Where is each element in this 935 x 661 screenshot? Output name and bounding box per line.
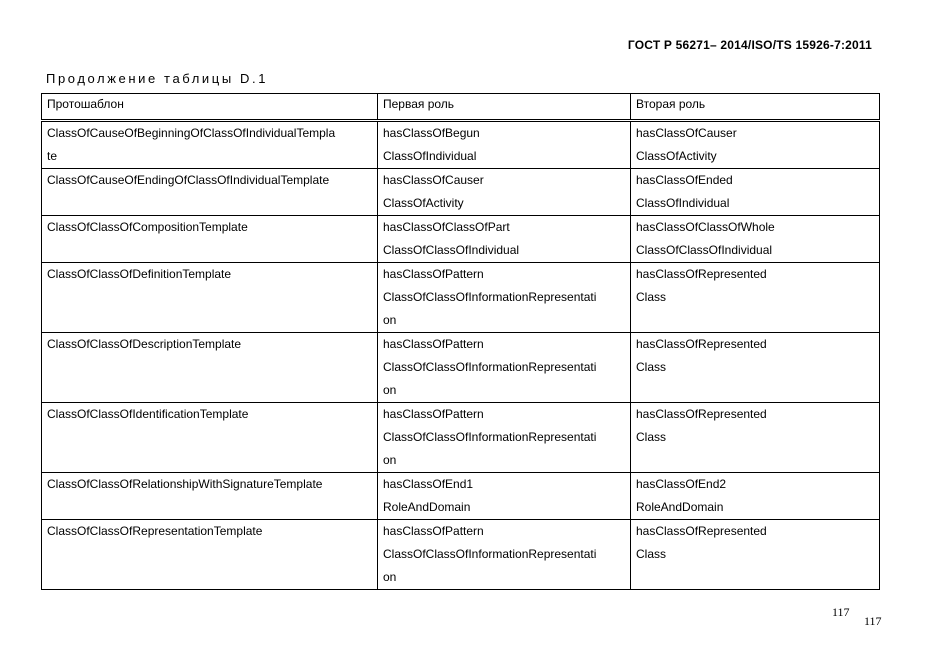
second-role-cell [631,473,880,520]
first-role-cell [378,169,631,216]
column-header-first-role: Первая роль [378,94,631,121]
column-header-second-role: Вторая роль [631,94,880,121]
cell-text-line: ClassOfClassOfRepresentationTemplate [47,524,263,538]
cell-text-line: ClassOfClassOfIndividual [636,243,773,257]
template-cell [42,121,378,169]
cell-text-line: ClassOfClassOfInformationRepresentati [383,360,597,374]
cell-text-line: RoleAndDomain [383,500,471,514]
second-role-cell [631,121,880,169]
template-cell [42,333,378,403]
cell-text-line: ClassOfClassOfIndividual [383,243,520,257]
first-role-cell [378,473,631,520]
cell-text-line: hasClassOfEnded [636,173,733,187]
template-cell [42,473,378,520]
cell-text-line: Class [636,290,667,304]
cell-text-line: on [383,383,397,397]
first-role-cell [378,403,631,473]
second-role-cell [631,216,880,263]
table-row [42,263,880,333]
cell-text-line: RoleAndDomain [636,500,724,514]
cell-text-line: hasClassOfCauser [636,126,737,140]
template-roles-table [41,93,880,590]
second-role-cell [631,520,880,590]
first-role-cell [378,263,631,333]
cell-text-line: Class [636,547,667,561]
cell-text-line: hasClassOfBegun [383,126,480,140]
template-cell [42,263,378,333]
cell-text-line: hasClassOfRepresented [636,407,767,421]
page-number: 117 [832,605,850,619]
second-role-cell [631,333,880,403]
cell-text-line: hasClassOfPattern [383,267,484,281]
table-row [42,169,880,216]
cell-text-line: ClassOfClassOfIdentificationTemplate [47,407,249,421]
column-header-template: Протошаблон [42,94,378,121]
second-role-cell [631,403,880,473]
cell-text-line: hasClassOfClassOfWhole [636,220,775,234]
first-role-cell [378,333,631,403]
cell-text-line: ClassOfCauseOfBeginningOfClassOfIndividualTempla [47,126,336,140]
cell-text-line: ClassOfClassOfCompositionTemplate [47,220,248,234]
cell-text-line: on [383,313,397,327]
cell-text-line: hasClassOfRepresented [636,267,767,281]
cell-text-line: ClassOfClassOfInformationRepresentati [383,430,597,444]
first-role-cell [378,520,631,590]
cell-text-line: hasClassOfEnd1 [383,477,474,491]
cell-text-line: hasClassOfPattern [383,524,484,538]
cell-text-line: Class [636,360,667,374]
cell-text-line: Class [636,430,667,444]
cell-text-line: hasClassOfPattern [383,407,484,421]
table-body [42,121,880,590]
table-header-row [42,94,880,121]
cell-text-line: ClassOfClassOfInformationRepresentati [383,547,597,561]
cell-text-line: hasClassOfClassOfPart [383,220,510,234]
cell-text-line: ClassOfClassOfInformationRepresentati [383,290,597,304]
template-cell [42,169,378,216]
table-caption: Продолжение таблицы D.1 [46,71,269,86]
standard-header: ГОСТ Р 56271– 2014/ISO/TS 15926-7:2011 [627,38,872,52]
table-row [42,121,880,169]
cell-text-line: te [47,149,58,163]
cell-text-line: ClassOfIndividual [636,196,730,210]
cell-text-line: on [383,453,397,467]
second-role-cell [631,263,880,333]
first-role-cell [378,121,631,169]
table-row [42,216,880,263]
template-cell [42,520,378,590]
cell-text-line: ClassOfActivity [383,196,464,210]
cell-text-line: on [383,570,397,584]
cell-text-line: ClassOfClassOfDefinitionTemplate [47,267,232,281]
cell-text-line: hasClassOfEnd2 [636,477,727,491]
cell-text-line: ClassOfIndividual [383,149,477,163]
template-cell [42,216,378,263]
second-role-cell [631,169,880,216]
table-row [42,333,880,403]
table-row [42,473,880,520]
page-number-secondary: 117 [864,614,882,628]
cell-text-line: ClassOfCauseOfEndingOfClassOfIndividualTemplate [47,173,330,187]
table-row [42,403,880,473]
cell-text-line: hasClassOfCauser [383,173,484,187]
first-role-cell [378,216,631,263]
cell-text-line: ClassOfActivity [636,149,717,163]
table-row [42,520,880,590]
cell-text-line: ClassOfClassOfDescriptionTemplate [47,337,242,351]
cell-text-line: ClassOfClassOfRelationshipWithSignatureTemplate [47,477,323,491]
template-cell [42,403,378,473]
cell-text-line: hasClassOfPattern [383,337,484,351]
cell-text-line: hasClassOfRepresented [636,524,767,538]
cell-text-line: hasClassOfRepresented [636,337,767,351]
